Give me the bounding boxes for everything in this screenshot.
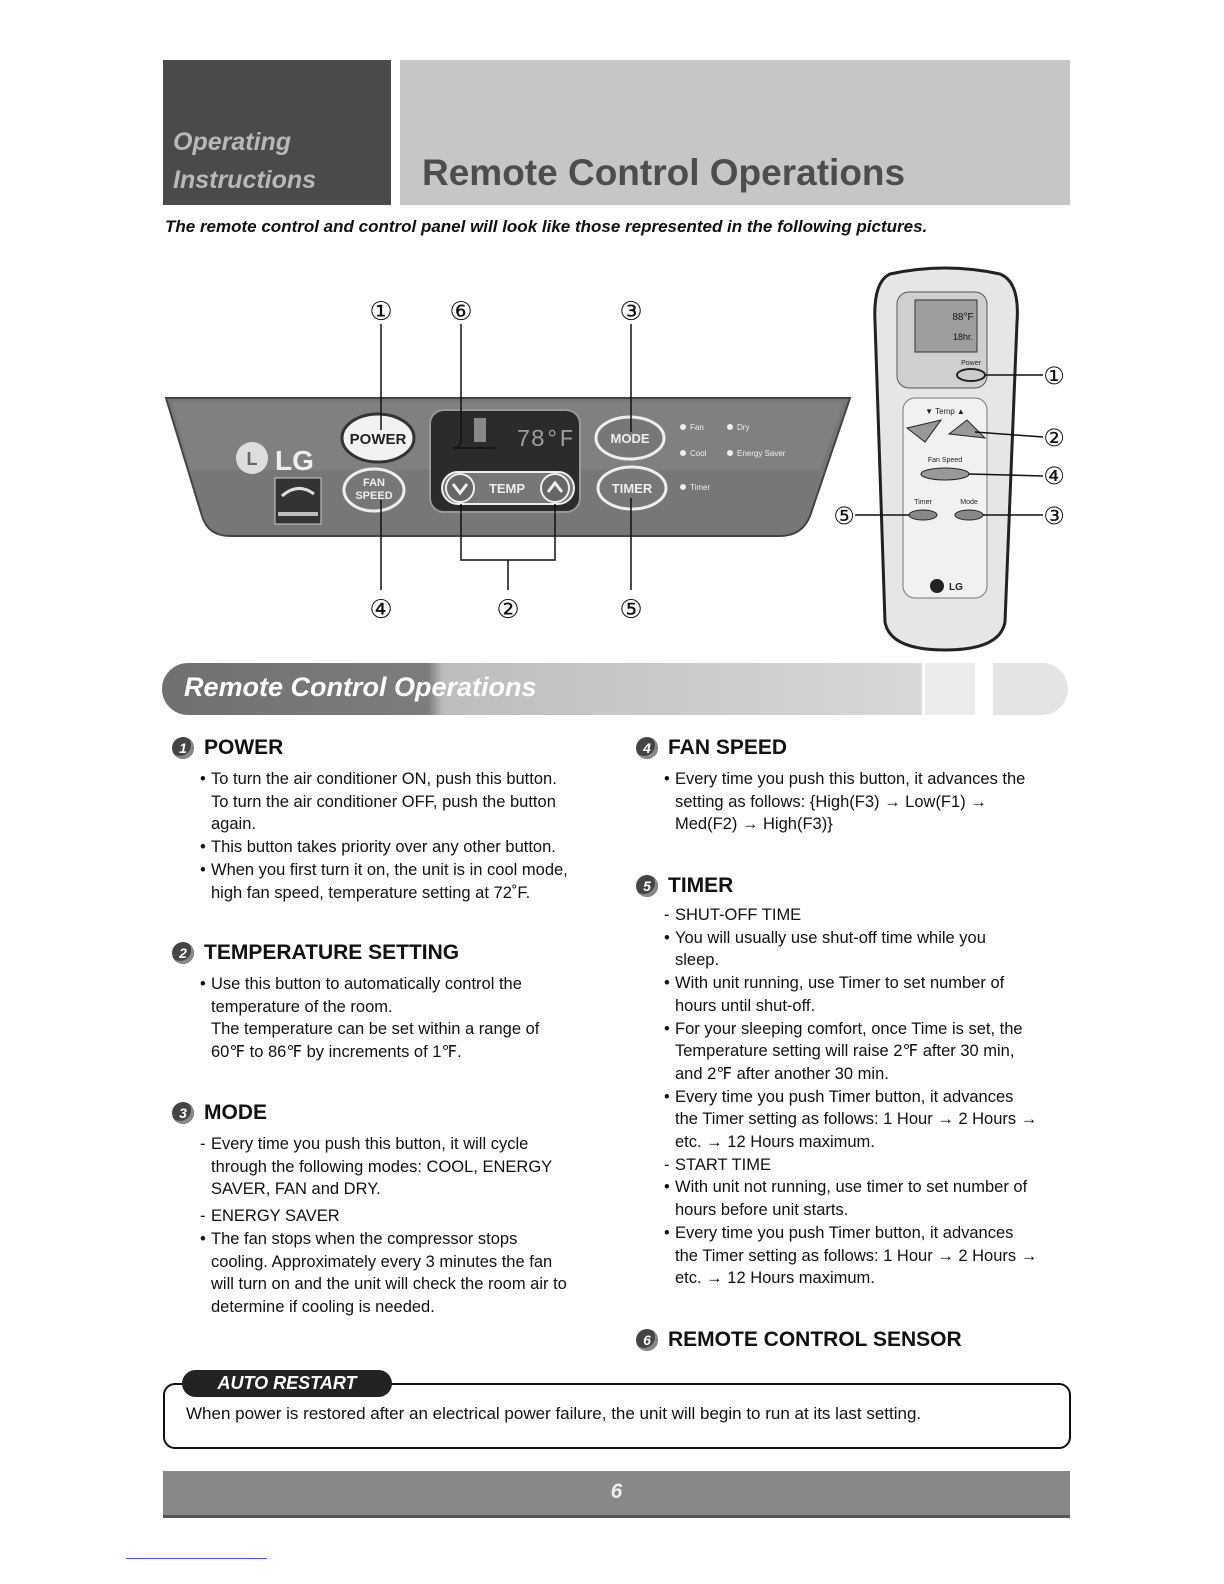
section-band (162, 663, 922, 715)
section-title: POWER (204, 736, 284, 759)
svg-text:TEMP: TEMP (488, 481, 526, 496)
auto-restart-label: AUTO RESTART (182, 1370, 392, 1397)
remote-callout-1: ① (1043, 362, 1065, 390)
svg-text:Power: Power (961, 360, 981, 367)
bullet-line: sleep. (675, 951, 720, 970)
band-decoration (993, 663, 1068, 715)
panel-mode-button[interactable] (596, 417, 664, 459)
bullet-line: To turn the air conditioner OFF, push the button (211, 792, 556, 811)
bullet-line: Med(F2) → High(F3)} (675, 815, 833, 834)
divider (126, 1558, 267, 1559)
bullet-line: determine if cooling is needed. (211, 1297, 435, 1316)
bullet: • This button takes priority over any other button. (200, 836, 612, 859)
dash-line: through the following modes: COOL, ENERGY (211, 1157, 553, 1176)
section-label-box (163, 60, 391, 205)
bullet-line: temperature of the room. (211, 997, 393, 1016)
callout-5: ⑤ (619, 595, 643, 625)
power-section (172, 736, 612, 904)
dash-item: - Every time you push this button, it will cycle (200, 1133, 612, 1156)
bullet: • The fan stops when the compressor stops (200, 1228, 612, 1251)
bullet-line: cooling. Approximately every 3 minutes the fan (211, 1252, 553, 1271)
panel-temp-control[interactable] (442, 472, 574, 504)
bullet-line: etc. → 12 Hours maximum. (675, 1133, 875, 1152)
page-title-box (400, 60, 1070, 205)
section-title: FAN SPEED (668, 736, 788, 759)
svg-text:L: L (246, 449, 258, 469)
svg-text:78°F: 78°F (516, 427, 574, 454)
remote-callout-3: ③ (1043, 502, 1065, 530)
remote-callout-2: ② (1043, 424, 1065, 452)
page-number: 6 (610, 1480, 623, 1503)
bullet: • With unit running, use Timer to set number of (664, 972, 1076, 995)
remote-mode-button[interactable] (955, 510, 983, 520)
band-decoration (925, 663, 975, 715)
callout-2: ② (496, 595, 520, 625)
section-number-badge: 5 (636, 875, 658, 897)
callout-3: ③ (619, 297, 643, 327)
section-title: TEMPERATURE SETTING (204, 941, 460, 964)
dash-item: - SHUT-OFF TIME (664, 904, 1076, 927)
panel-timer-button[interactable] (598, 467, 666, 509)
section-title: TIMER (668, 874, 734, 897)
svg-text:FAN: FAN (363, 477, 385, 489)
bullet-line: will turn on and the unit will check the room air to (211, 1275, 567, 1294)
section-band-title: Remote Control Operations (184, 672, 537, 702)
bullet-line: The temperature can be set within a range of (211, 1020, 540, 1039)
remote-power-button[interactable] (957, 369, 985, 381)
energy-star-logo (275, 478, 321, 524)
timer-section (636, 874, 1076, 1290)
bullet-line: hours before unit starts. (675, 1201, 849, 1220)
fan-speed-section (636, 736, 1076, 836)
bullet-line: and 2℉ after another 30 min. (675, 1064, 889, 1083)
panel-logo-text: LG (275, 445, 314, 476)
remote-fan-speed-button[interactable] (921, 468, 969, 480)
bullet: • To turn the air conditioner ON, push this button. (200, 768, 612, 791)
auto-restart-text: When power is restored after an electrical power failure, the unit will begin to run at its last setting. (186, 1404, 922, 1423)
bullet-line: Temperature setting will raise 2℉ after 30 min, (675, 1042, 1015, 1061)
callout-6: ⑥ (449, 297, 473, 327)
svg-text:TIMER: TIMER (611, 481, 653, 496)
bullet: • Every time you push this button, it advances the (664, 768, 1076, 791)
svg-text:POWER: POWER (349, 431, 407, 448)
bullet-line: hours until shut-off. (675, 996, 816, 1015)
bullet-line: the Timer setting as follows: 1 Hour → 2 Hours → (675, 1246, 1038, 1265)
control-panel-illustration (160, 290, 870, 630)
section-number-badge: 2 (172, 942, 194, 964)
footer-bar (163, 1471, 1070, 1518)
bullet: • Every time you push Timer button, it advances (664, 1086, 1076, 1109)
dash-item: - ENERGY SAVER (200, 1205, 612, 1228)
remote-callout-4: ④ (1043, 462, 1065, 490)
section-number-badge: 1 (172, 737, 194, 759)
sensor-section (636, 1328, 1076, 1352)
bullet-line: 60℉ to 86℉ by increments of 1℉. (211, 1043, 462, 1062)
svg-text:Timer: Timer (690, 483, 711, 492)
bullet: • Use this button to automatically control the (200, 973, 612, 996)
intro-text: The remote control and control panel will look like those represented in the following pictures. (165, 217, 928, 236)
page-title: Remote Control Operations (422, 152, 906, 193)
remote-control-illustration (825, 262, 1075, 654)
bullet: • Every time you push Timer button, it advances (664, 1222, 1076, 1245)
svg-text:MODE: MODE (610, 431, 650, 446)
remote-lcd (915, 300, 977, 352)
bullet-line: high fan speed, temperature setting at 72˚F. (211, 883, 531, 902)
dash-line: SAVER, FAN and DRY. (211, 1180, 381, 1199)
bullet-line: etc. → 12 Hours maximum. (675, 1269, 875, 1288)
bullet-line: setting as follows: {High(F3) → Low(F1) → (675, 792, 987, 811)
panel-fan-speed-button[interactable] (344, 469, 404, 511)
callout-4: ④ (369, 595, 393, 625)
svg-text:Timer: Timer (914, 499, 932, 506)
section-label-line2: Instructions (173, 166, 317, 194)
section-title: REMOTE CONTROL SENSOR (668, 1328, 962, 1351)
section-title: MODE (204, 1101, 267, 1124)
svg-text:18hr.: 18hr. (952, 332, 974, 342)
bullet-line: the Timer setting as follows: 1 Hour → 2 Hours → (675, 1110, 1038, 1129)
callout-1: ① (369, 297, 393, 327)
remote-callout-5: ⑤ (833, 502, 855, 530)
svg-text:Energy Saver: Energy Saver (737, 449, 786, 458)
bullet: • With unit not running, use timer to set number of (664, 1176, 1076, 1199)
svg-text:Dry: Dry (737, 423, 750, 432)
svg-text:Cool: Cool (690, 449, 707, 458)
bullet-line: again. (211, 815, 256, 834)
remote-timer-button[interactable] (909, 510, 937, 520)
section-label-line1: Operating (173, 128, 292, 156)
bullet: • When you first turn it on, the unit is in cool mode, (200, 859, 612, 882)
panel-power-button[interactable] (342, 414, 414, 462)
section-number-badge: 4 (636, 737, 658, 759)
section-number-badge: 3 (172, 1102, 194, 1124)
svg-text:Mode: Mode (960, 499, 978, 506)
svg-text:▼ Temp ▲: ▼ Temp ▲ (925, 407, 965, 416)
mode-section (172, 1101, 612, 1319)
svg-text:LG: LG (949, 582, 963, 593)
dash-item: - START TIME (664, 1154, 1076, 1177)
temperature-section (172, 941, 612, 1064)
svg-text:Fan: Fan (690, 423, 704, 432)
lg-logo (236, 442, 314, 476)
bullet: • You will usually use shut-off time while you (664, 927, 1076, 950)
svg-text:Fan Speed: Fan Speed (927, 457, 963, 464)
svg-text:88°F: 88°F (952, 312, 974, 323)
section-number-badge: 6 (636, 1329, 658, 1351)
svg-text:SPEED: SPEED (355, 490, 393, 502)
bullet: • For your sleeping comfort, once Time is set, the (664, 1018, 1076, 1041)
